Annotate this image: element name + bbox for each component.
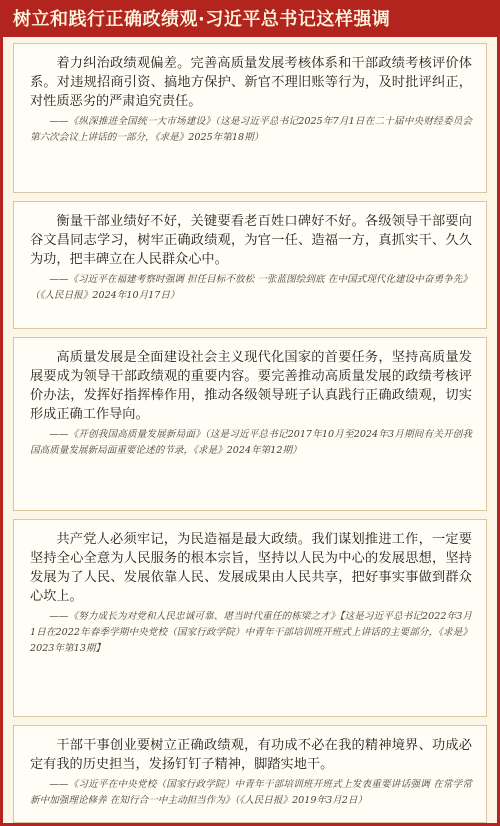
- quote-source: ——《努力成长为对党和人民忠诚可靠、堪当时代重任的栋梁之才》【这是习近平总书记2022年3月1日在2022年春季学期中央党校（国家行政学院）中青年干部培训班开班式上讲话的主要部分，《求是》2023年第13期】: [30, 611, 472, 654]
- quote-card: [13, 725, 487, 823]
- quote-source: ——《习近平在福建考察时强调 担任目标不放松 一张蓝图绘到底 在中国式现代化建设中奋勇争先》（《人民日报》2024年10月17日）: [30, 274, 472, 301]
- quote-card: [13, 43, 487, 193]
- quote-source: ——《习近平在中央党校（国家行政学院）中青年干部培训班开班式上发表重要讲话强调 在常学常新中加强理论修养 在知行合一中主动担当作为》（《人民日报》2019年3月2日）: [30, 779, 472, 806]
- quote-card: [13, 201, 487, 329]
- quote-source: ——《开创我国高质量发展新局面》（这是习近平总书记2017年10月至2024年3月期间有关开创我国高质量发展新局面重要论述的节录，《求是》2024年第12期）: [30, 429, 472, 456]
- quote-text: 衡量干部业绩好不好，关键要看老百姓口碑好不好。各级领导干部要向谷文昌同志学习，树牢正确政绩观，为官一任、造福一方，真抓实干、久久为功，把丰碑立在人民群众心中。: [30, 214, 472, 267]
- quote-card: [13, 337, 487, 511]
- quote-text: 干部干事创业要树立正确政绩观，有功成不必在我的精神境界、功成必定有我的历史担当，发扬钉钉子精神，脚踏实地干。: [30, 738, 472, 772]
- quote-list: [13, 43, 487, 817]
- quote-card: [13, 519, 487, 717]
- quote-text: 高质量发展是全面建设社会主义现代化国家的首要任务，坚持高质量发展要成为领导干部政绩观的重要内容。要完善推动高质量发展的政绩考核评价办法，发挥好指挥棒作用，推动各级领导班子认真践行正确政绩观，切实形成正确工作导向。: [30, 350, 472, 422]
- quote-text: 着力纠治政绩观偏差。完善高质量发展考核体系和干部政绩考核评价体系。对违规招商引资、搞地方保护、新官不理旧账等行为，及时批评纠正，对性质恶劣的严肃追究责任。: [30, 56, 472, 109]
- quote-source: ——《纵深推进全国统一大市场建设》（这是习近平总书记2025年7月1日在二十届中央财经委员会第六次会议上讲话的一部分，《求是》2025年第18期）: [30, 116, 472, 143]
- page-title: 树立和践行正确政绩观·习近平总书记这样强调: [3, 3, 497, 37]
- quote-text: 共产党人必须牢记，为民造福是最大政绩。我们谋划推进工作，一定要坚持全心全意为人民服务的根本宗旨，坚持以人民为中心的发展思想，坚持发展为了人民、发展依靠人民、发展成果由人民共享，把好事实事做到群众心坎上。: [30, 532, 472, 604]
